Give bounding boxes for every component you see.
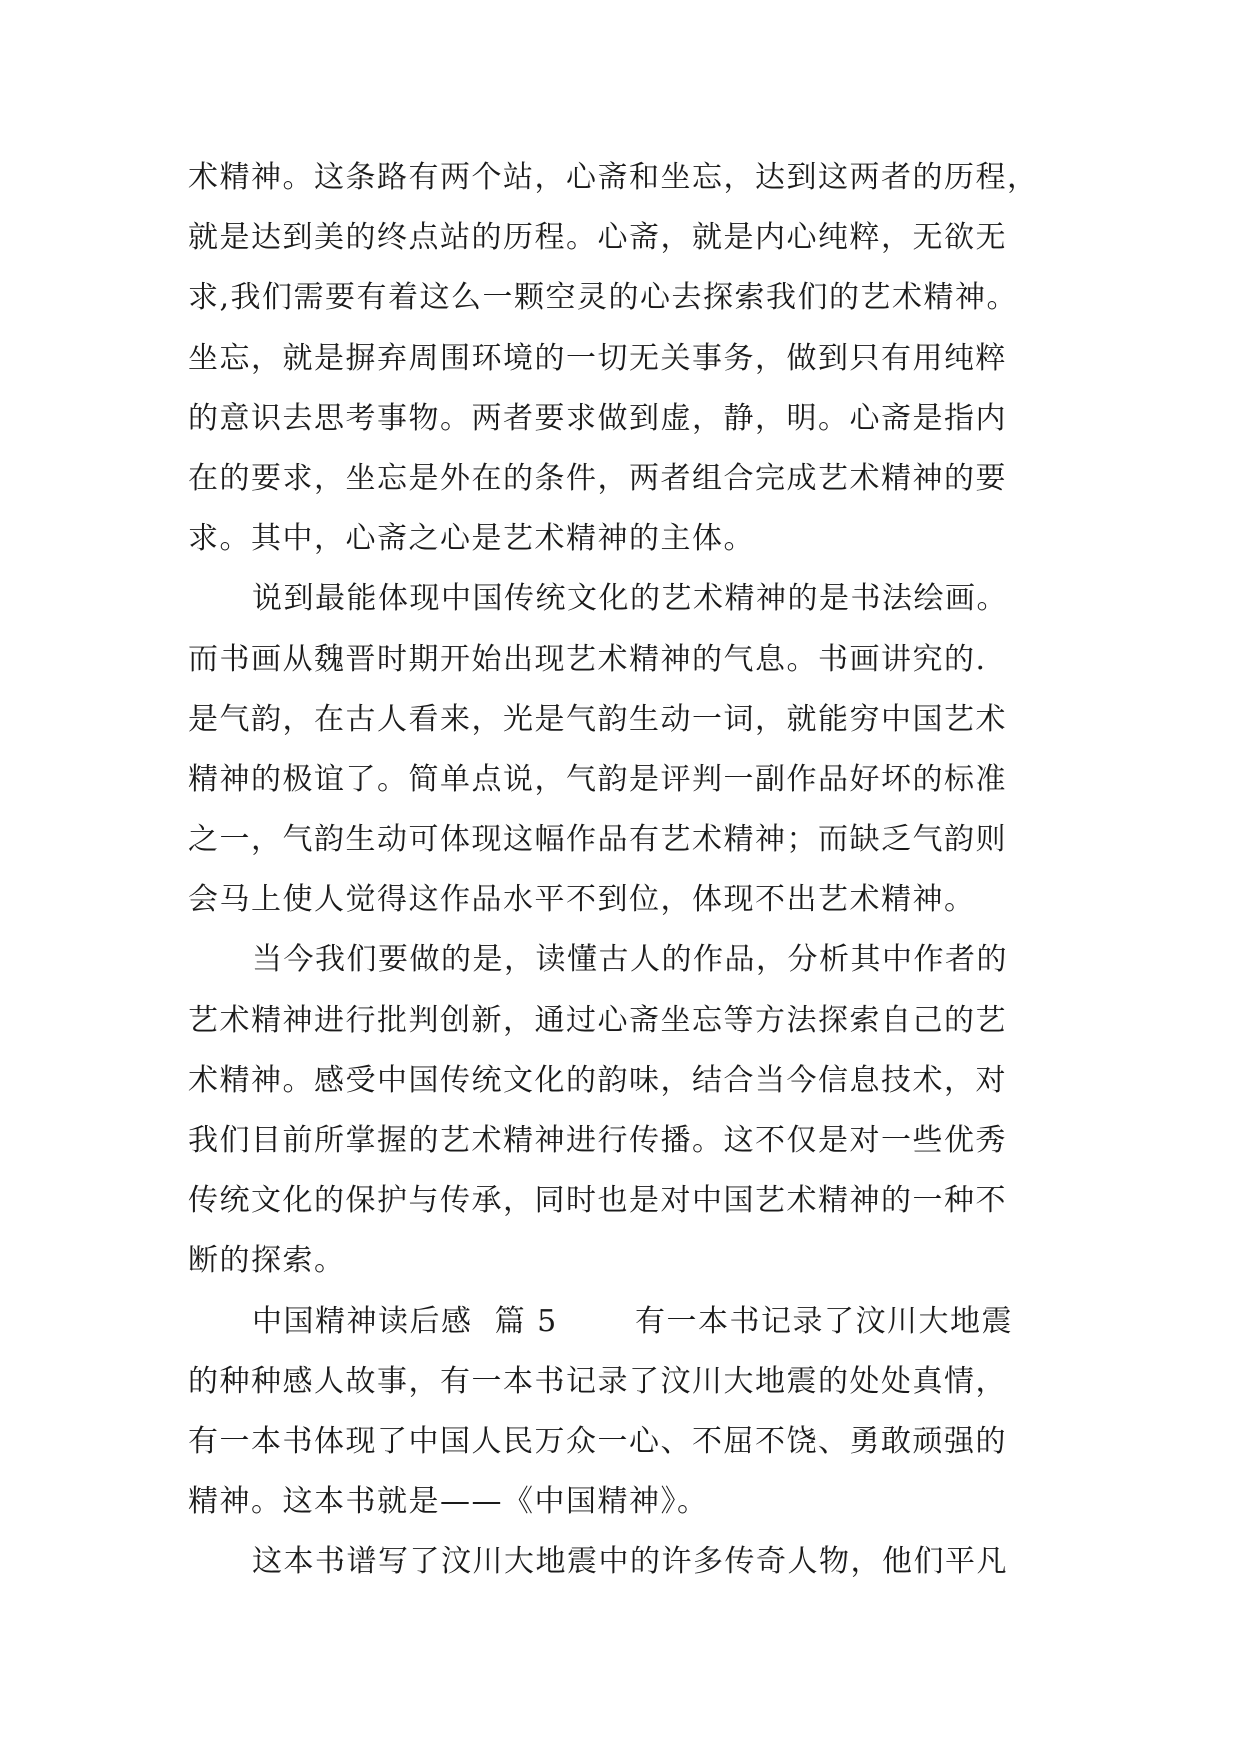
document-body [188, 148, 1088, 1593]
text-line: 当今我们要做的是，读懂古人的作品，分析其中作者的 [252, 942, 1008, 978]
text-line: 的种种感人故事，有一本书记录了汶川大地震的处处真情， [188, 1363, 1007, 1399]
text-line: 艺术精神进行批判创新，通过心斋坐忘等方法探索自己的艺 [188, 1002, 1007, 1038]
text-line: 断的探索。 [188, 1243, 346, 1279]
text-line: 坐忘，就是摒弃周围环境的一切无关事务，做到只有用纯粹 [188, 340, 1007, 376]
text-line: 求。其中，心斋之心是艺术精神的主体。 [188, 521, 755, 557]
text-line: 就是达到美的终点站的历程。心斋，就是内心纯粹，无欲无 [188, 220, 1007, 256]
text-line: 而书画从魏晋时期开始出现艺术精神的气息。书画讲究的. [188, 641, 987, 677]
text-line: 在的要求，坐忘是外在的条件，两者组合完成艺术精神的要 [188, 460, 1007, 496]
text-line: 有一本书体现了中国人民万众一心、不屈不饶、勇敢顽强的 [188, 1423, 1007, 1459]
text-line: 传统文化的保护与传承，同时也是对中国艺术精神的一种不 [188, 1183, 1007, 1219]
text-line: 会马上使人觉得这作品水平不到位，体现不出艺术精神。 [188, 882, 976, 918]
text-line: 求,我们需要有着这么一颗空灵的心去探索我们的艺术精神。 [188, 280, 1019, 316]
text-line: 精神的极谊了。简单点说，气韵是评判一副作品好坏的标准 [188, 761, 1007, 797]
text-line: 术精神。这条路有两个站，心斋和坐忘，达到这两者的历程， [188, 160, 1039, 195]
text-line: 之一，气韵生动可体现这幅作品有艺术精神；而缺乏气韵则 [188, 822, 1007, 858]
text-line: 说到最能体现中国传统文化的艺术精神的是书法绘画。 [252, 581, 1008, 617]
text-line: 中国精神读后感 篇 5 有一本书记录了汶川大地震 [252, 1303, 1013, 1339]
text-line: 这本书谱写了汶川大地震中的许多传奇人物，他们平凡 [252, 1544, 1008, 1580]
text-line: 是气韵，在古人看来，光是气韵生动一词，就能穷中国艺术 [188, 701, 1007, 737]
text-line: 术精神。感受中国传统文化的韵味，结合当今信息技术，对 [188, 1062, 1007, 1098]
text-line: 我们目前所掌握的艺术精神进行传播。这不仅是对一些优秀 [188, 1123, 1007, 1158]
text-line: 精神。这本书就是——《中国精神》。 [188, 1484, 709, 1520]
text-line: 的意识去思考事物。两者要求做到虚，静，明。心斋是指内 [188, 400, 1007, 436]
